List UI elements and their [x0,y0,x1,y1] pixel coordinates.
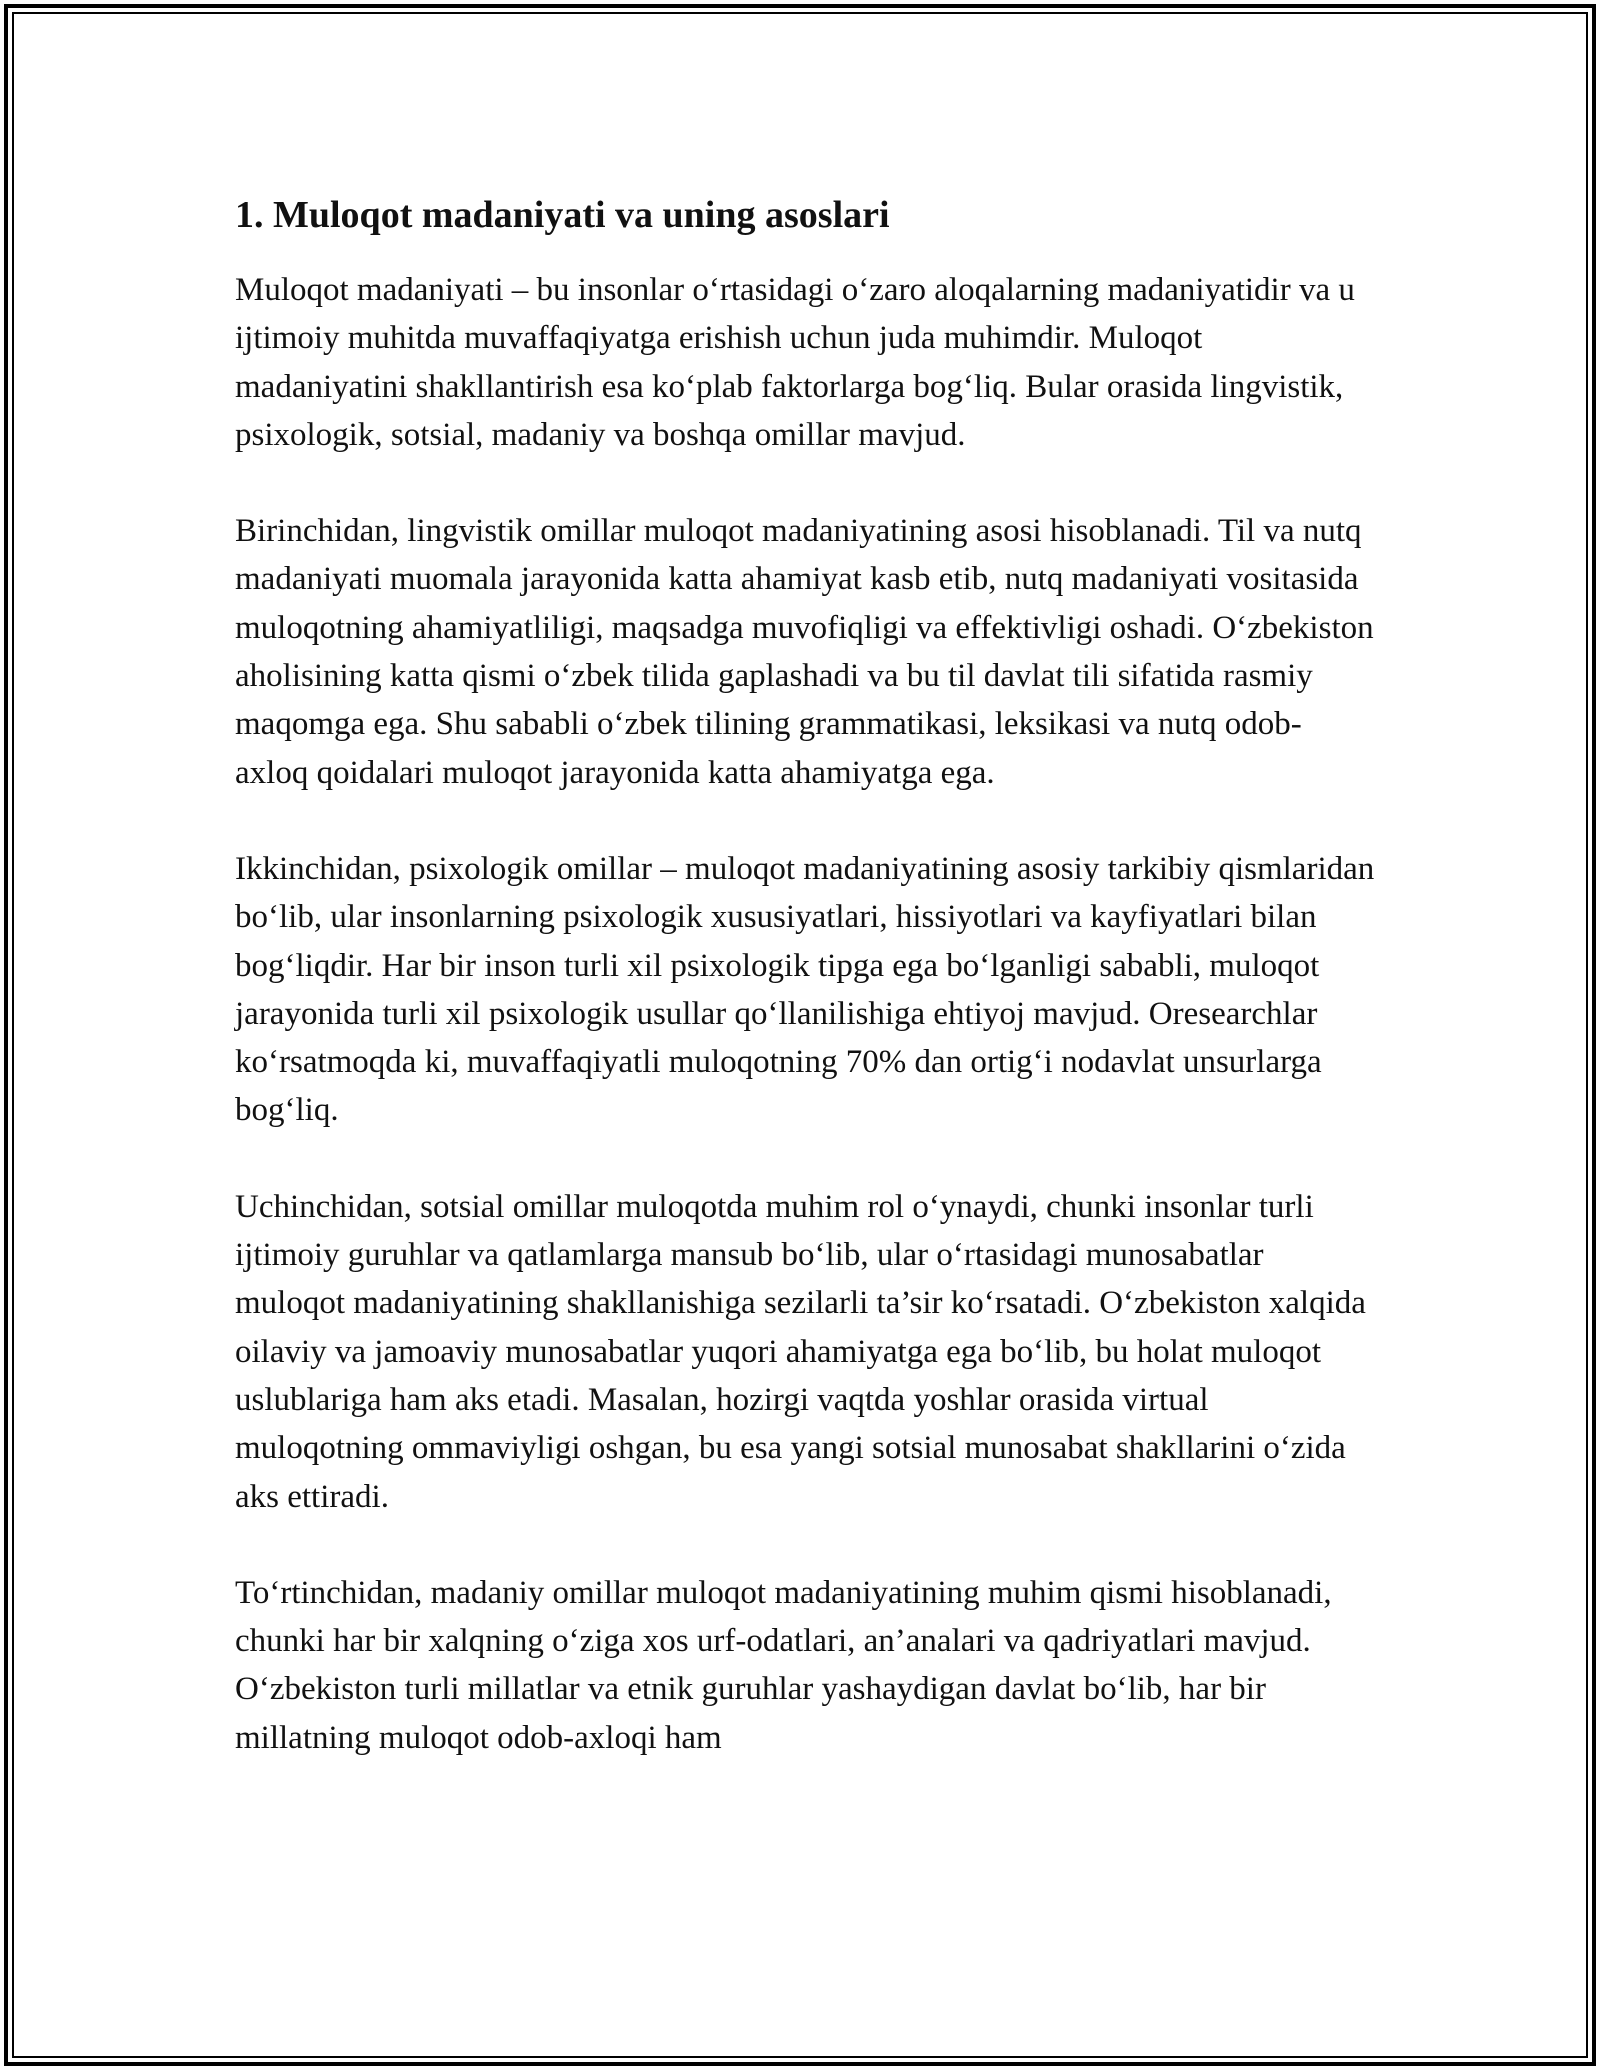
paragraph-social: Uchinchidan, sotsial omillar muloqotda muhim rol o‘ynaydi, chunki insonlar turli ijtimoiy guruhlar va qatlamlarga mansub bo‘lib, ular o‘rtasidagi munosabatlar muloqot madaniyatining shakllanishiga sezilarli ta’sir ko‘rsatadi. O‘zbekiston xalqida oilaviy va jamoaviy munosabatlar yuqori ahamiyatga ega bo‘lib, bu holat muloqot uslublariga ham aks etadi. Masalan, hozirgi vaqtda yoshlar orasida virtual muloqotning ommaviyligi oshgan, bu esa yangi sotsial munosabat shakllarini o‘zida aks ettiradi. [235,1188,1366,1515]
paragraph-linguistic: Birinchidan, lingvistik omillar muloqot madaniyatining asosi hisoblanadi. Til va nutq madaniyati muomala jarayonida katta ahamiyat kasb etib, nutq madaniyati vositasida muloqotning ahamiyatliligi, maqsadga muvofiqligi va effektivligi oshadi. O‘zbekiston aholisining katta qismi o‘zbek tilida gaplashadi va bu til davlat tili sifatida rasmiy maqomga ega. Shu sababli o‘zbek tilining grammatikasi, leksikasi va nutq odob-axloq qoidalari muloqot jarayonida katta ahamiyatga ega. [235,513,1374,791]
paragraph-cultural: To‘rtinchidan, madaniy omillar muloqot madaniyatining muhim qismi hisoblanadi, chunki har bir xalqning o‘ziga xos urf-odatlari, an’analari va qadriyatlari mavjud. O‘zbekiston turli millatlar va etnik guruhlar yashaydigan davlat bo‘lib, har bir millatning muloqot odob-axloqi ham [235,1574,1332,1756]
paragraph-psychological: Ikkinchidan, psixologik omillar – muloqot madaniyatining asosiy tarkibiy qismlaridan bo‘lib, ular insonlarning psixologik xususiyatlari, hissiyotlari va kayfiyatlari bilan bog‘liqdir. Har bir inson turli xil psixologik tipga ega bo‘lganligi sababli, muloqot jarayonida turli xil psixologik usullar qo‘llanilishiga ehtiyoj mavjud. Oresearchlar ko‘rsatmoqda ki, muvaffaqiyatli muloqotning 70% dan ortig‘i nodavlat unsurlarga bog‘liq. [235,850,1375,1129]
document-body [235,186,1375,1810]
paragraph-intro: Muloqot madaniyati – bu insonlar o‘rtasidagi o‘zaro aloqalarning madaniyatidir va u ijtimoiy muhitda muvaffaqiyatga erishish uchun juda muhimdir. Muloqot madaniyatini shakllantirish esa ko‘plab faktorlarga bog‘liq. Bular orasida lingvistik, psixologik, sotsial, madaniy va boshqa omillar mavjud. [235,272,1355,453]
section-heading: 1. Muloqot madaniyati va uning asoslari [235,194,890,236]
